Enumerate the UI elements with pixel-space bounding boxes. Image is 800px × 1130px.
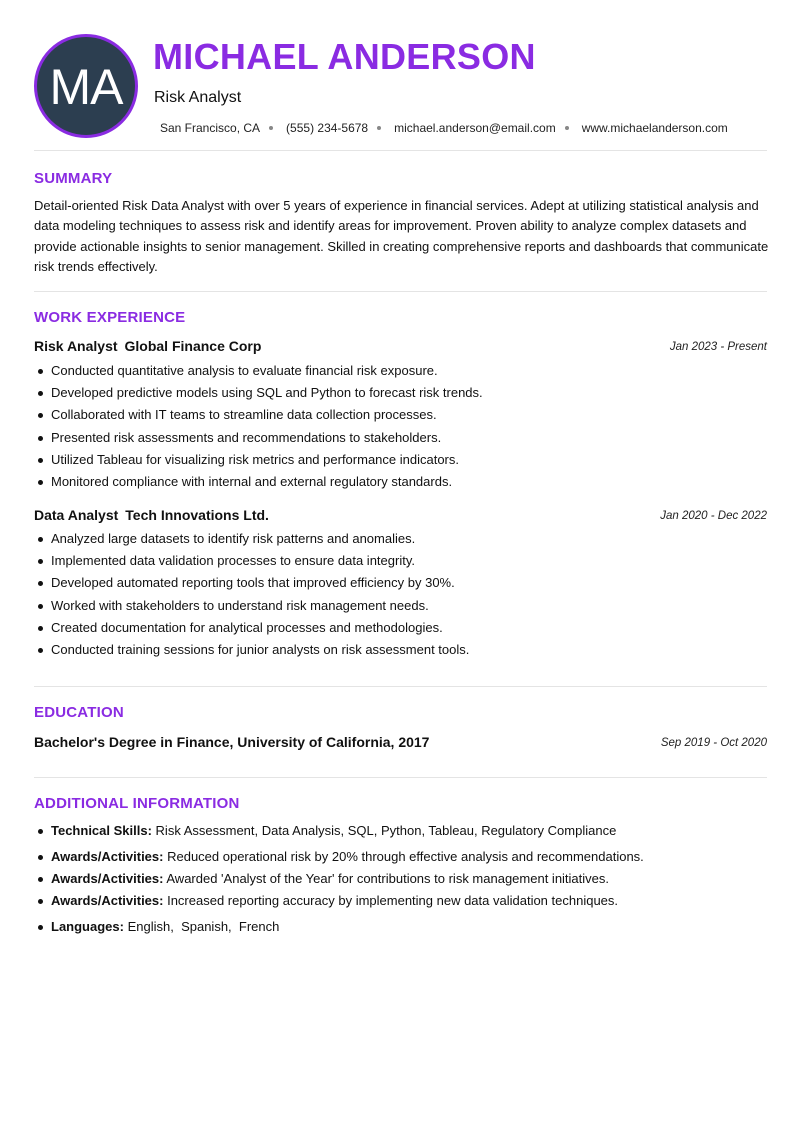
contact-website[interactable]: www.michaelanderson.com bbox=[581, 121, 728, 135]
job-company: Tech Innovations Ltd. bbox=[125, 507, 269, 523]
info-label: Awards/Activities: bbox=[51, 849, 164, 864]
summary-text: Detail-oriented Risk Data Analyst with over 5 years of experience in financial services. Adept at utilizing statistical analysis and data modeling techniques to assess risk and identify areas for improvement. Proven ability to analyze complex datasets and provide actionable insights to senior management. Skilled in creating comprehensive reports and dashboards that communicate risk trends effectively. bbox=[34, 198, 769, 274]
job-heading bbox=[34, 337, 261, 355]
info-label: Awards/Activities: bbox=[51, 871, 164, 886]
list-item: Worked with stakeholders to understand risk management needs. bbox=[34, 595, 774, 617]
contact-email[interactable]: michael.anderson@email.com bbox=[394, 121, 556, 135]
section-title-work-experience: WORK EXPERIENCE bbox=[34, 309, 186, 326]
list-item: Developed automated reporting tools that improved efficiency by 30%. bbox=[34, 572, 774, 594]
section-title-additional-information: ADDITIONAL INFORMATION bbox=[34, 795, 240, 812]
info-label: Awards/Activities: bbox=[51, 893, 164, 908]
info-value: English, Spanish, French bbox=[127, 919, 280, 934]
list-item: Developed predictive models using SQL and Python to forecast risk trends. bbox=[34, 382, 774, 404]
divider bbox=[34, 777, 767, 778]
job-bullet-list bbox=[34, 528, 774, 661]
info-label: Technical Skills: bbox=[51, 823, 152, 838]
list-item: Created documentation for analytical processes and methodologies. bbox=[34, 617, 774, 639]
candidate-role: Risk Analyst bbox=[154, 89, 242, 106]
divider bbox=[34, 291, 767, 292]
list-item: Monitored compliance with internal and external regulatory standards. bbox=[34, 471, 774, 493]
info-label: Languages: bbox=[51, 919, 124, 934]
candidate-name: MICHAEL ANDERSON bbox=[153, 36, 536, 77]
info-value: Risk Assessment, Data Analysis, SQL, Python, Tableau, Regulatory Compliance bbox=[155, 823, 617, 838]
avatar bbox=[34, 34, 138, 138]
contact-location: San Francisco, CA bbox=[160, 121, 261, 135]
bullet-separator-icon bbox=[269, 126, 273, 130]
job-dates: Jan 2023 - Present bbox=[669, 341, 767, 353]
info-value: Reduced operational risk by 20% through effective analysis and recommendations. bbox=[167, 849, 644, 864]
job-heading bbox=[34, 506, 269, 524]
list-item: Utilized Tableau for visualizing risk metrics and performance indicators. bbox=[34, 449, 774, 471]
list-item bbox=[34, 892, 774, 910]
info-value: Awarded 'Analyst of the Year' for contributions to risk management initiatives. bbox=[166, 871, 610, 886]
list-item bbox=[34, 870, 774, 888]
list-item: Presented risk assessments and recommendations to stakeholders. bbox=[34, 427, 774, 449]
additional-info-list bbox=[34, 822, 774, 936]
contact-row bbox=[160, 120, 728, 136]
education-degree: Bachelor's Degree in Finance, University of California, 2017 bbox=[34, 734, 430, 750]
list-item: Collaborated with IT teams to streamline data collection processes. bbox=[34, 404, 774, 426]
list-item bbox=[34, 848, 774, 866]
education-dates: Sep 2019 - Oct 2020 bbox=[660, 737, 767, 749]
bullet-separator-icon bbox=[565, 126, 569, 130]
list-item: Implemented data validation processes to ensure data integrity. bbox=[34, 550, 774, 572]
list-item: Analyzed large datasets to identify risk patterns and anomalies. bbox=[34, 528, 774, 550]
list-item: Conducted quantitative analysis to evaluate financial risk exposure. bbox=[34, 360, 774, 382]
divider bbox=[34, 686, 767, 687]
job-dates: Jan 2020 - Dec 2022 bbox=[660, 510, 767, 522]
job-bullet-list bbox=[34, 360, 774, 493]
info-value: Increased reporting accuracy by implementing new data validation techniques. bbox=[167, 893, 619, 908]
bullet-separator-icon bbox=[377, 126, 381, 130]
divider bbox=[34, 150, 767, 151]
avatar-initials: MA bbox=[49, 59, 123, 115]
section-title-summary: SUMMARY bbox=[34, 170, 113, 187]
list-item bbox=[34, 918, 774, 936]
job-position: Risk Analyst bbox=[34, 338, 118, 354]
section-title-education: EDUCATION bbox=[34, 704, 124, 721]
list-item bbox=[34, 822, 774, 840]
contact-phone[interactable]: (555) 234-5678 bbox=[286, 121, 369, 135]
job-company: Global Finance Corp bbox=[124, 338, 262, 354]
job-position: Data Analyst bbox=[34, 507, 119, 523]
list-item: Conducted training sessions for junior analysts on risk assessment tools. bbox=[34, 639, 774, 661]
